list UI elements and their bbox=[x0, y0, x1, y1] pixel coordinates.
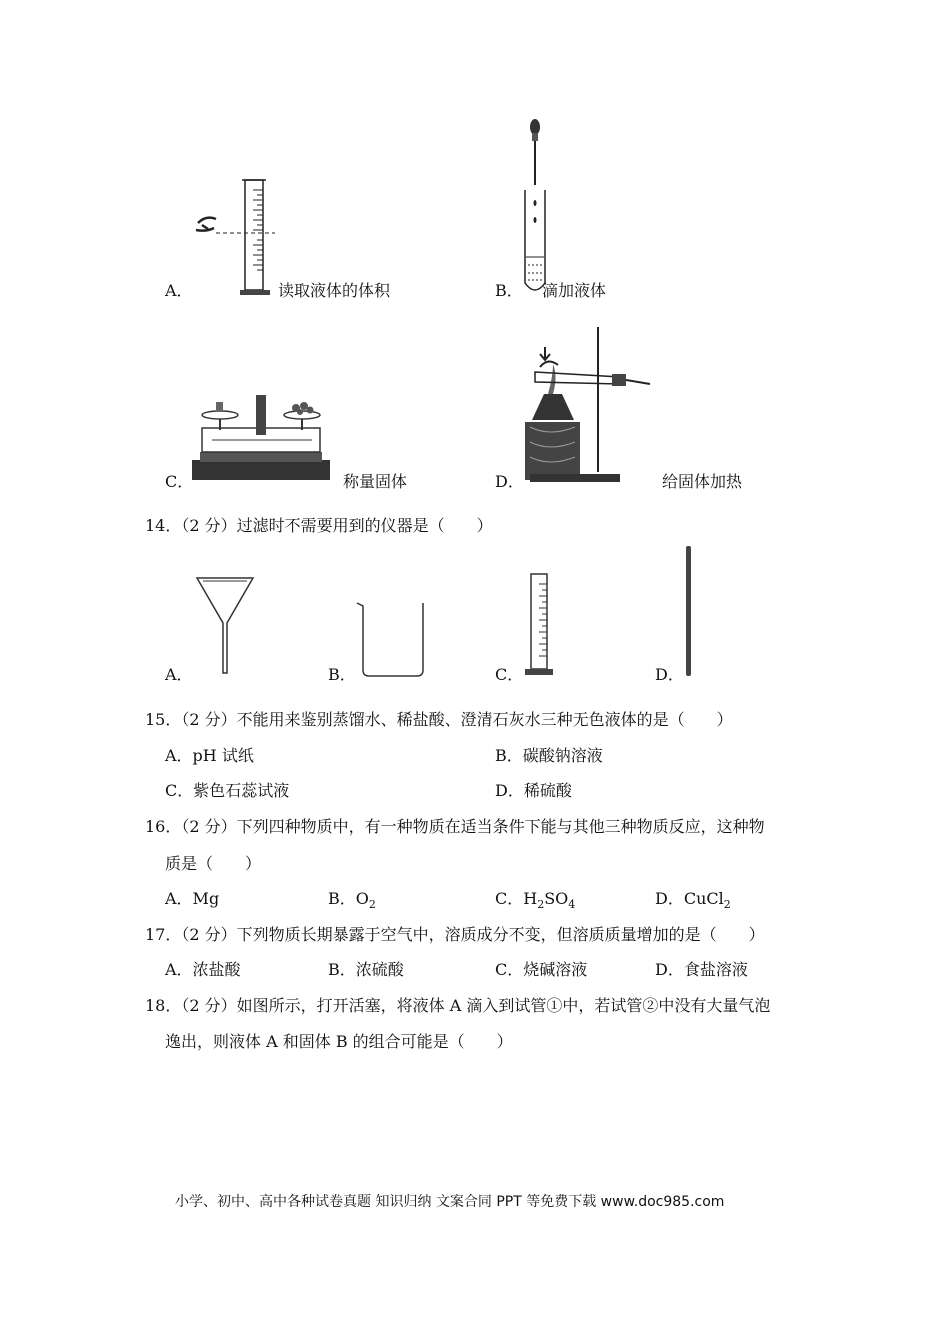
q13-option-d-text: 给固体加热 bbox=[662, 472, 743, 491]
graduated-cylinder-reading-illustration bbox=[190, 175, 280, 300]
q13-option-b-letter[interactable]: B． bbox=[495, 281, 523, 300]
q15-option-c[interactable]: C．紫色石蕊试液 bbox=[165, 781, 290, 800]
q16-option-c[interactable] bbox=[495, 886, 575, 911]
q13-option-a-text: 读取液体的体积 bbox=[278, 281, 391, 300]
q16-option-c-sub1: 2 bbox=[537, 898, 545, 912]
q17-option-b[interactable]: B．浓硫酸 bbox=[328, 960, 404, 979]
balance-weighing-illustration bbox=[192, 390, 332, 485]
beaker-illustration bbox=[355, 600, 430, 680]
q16-option-a[interactable]: A．Mg bbox=[165, 889, 220, 908]
q16-stem-line2: 质是（ ） bbox=[165, 854, 262, 873]
q16-option-d[interactable] bbox=[655, 886, 731, 911]
q17-stem: 17．（2 分）下列物质长期暴露于空气中，溶质成分不变，但溶质质量增加的是（ ） bbox=[145, 925, 765, 944]
q16-option-c-text: C．H bbox=[495, 889, 538, 908]
q16-option-b[interactable] bbox=[328, 886, 376, 911]
glass-rod-illustration bbox=[684, 545, 694, 677]
q15-stem: 15．（2 分）不能用来鉴别蒸馏水、稀盐酸、澄清石灰水三种无色液体的是（ ） bbox=[145, 710, 733, 729]
q17-option-a[interactable]: A．浓盐酸 bbox=[165, 960, 241, 979]
q13-option-c-text: 称量固体 bbox=[343, 472, 408, 491]
q13-option-a-letter[interactable]: A． bbox=[165, 281, 193, 300]
q14-stem: 14．（2 分）过滤时不需要用到的仪器是（ ） bbox=[145, 516, 493, 535]
q15-option-d[interactable]: D．稀硫酸 bbox=[495, 781, 572, 800]
q16-option-c-sub2: 4 bbox=[568, 898, 576, 912]
q16-stem-line1: 16．（2 分）下列四种物质中，有一种物质在适当条件下能与其他三种物质反应，这种物 bbox=[145, 817, 765, 836]
q16-option-d-text: D．CuCl bbox=[655, 889, 724, 908]
q17-option-c[interactable]: C．烧碱溶液 bbox=[495, 960, 588, 979]
funnel-illustration bbox=[195, 575, 255, 675]
q14-option-d[interactable]: D． bbox=[655, 665, 684, 684]
q15-option-a[interactable]: A．pH 试纸 bbox=[165, 746, 254, 765]
q14-option-b[interactable]: B． bbox=[328, 665, 356, 684]
q13-option-c-letter[interactable]: C． bbox=[165, 472, 194, 491]
q18-stem-line2: 逸出，则液体 A 和固体 B 的组合可能是（ ） bbox=[165, 1032, 513, 1051]
q16-option-b-text: B．O bbox=[328, 889, 369, 908]
q13-option-b-text: 滴加液体 bbox=[542, 281, 607, 300]
graduated-cylinder-illustration bbox=[525, 572, 555, 677]
q14-option-a[interactable]: A． bbox=[165, 665, 193, 684]
q14-option-c[interactable]: C． bbox=[495, 665, 524, 684]
q16-option-d-sub: 2 bbox=[723, 898, 731, 912]
q15-option-b[interactable]: B．碳酸钠溶液 bbox=[495, 746, 603, 765]
q18-stem-line1: 18．（2 分）如图所示，打开活塞，将液体 A 滴入到试管①中，若试管②中没有大量气泡 bbox=[145, 996, 771, 1015]
q13-option-d-letter[interactable]: D． bbox=[495, 472, 524, 491]
q17-option-d[interactable]: D．食盐溶液 bbox=[655, 960, 748, 979]
dropper-adding-liquid-illustration bbox=[518, 115, 558, 300]
q16-option-c-mid: SO bbox=[544, 889, 569, 908]
q16-option-b-sub: 2 bbox=[368, 898, 376, 912]
heating-solid-illustration bbox=[520, 322, 655, 487]
page-footer: 小学、初中、高中各种试卷真题 知识归纳 文案合同 PPT 等免费下载 www.doc985.com bbox=[175, 1194, 725, 1210]
